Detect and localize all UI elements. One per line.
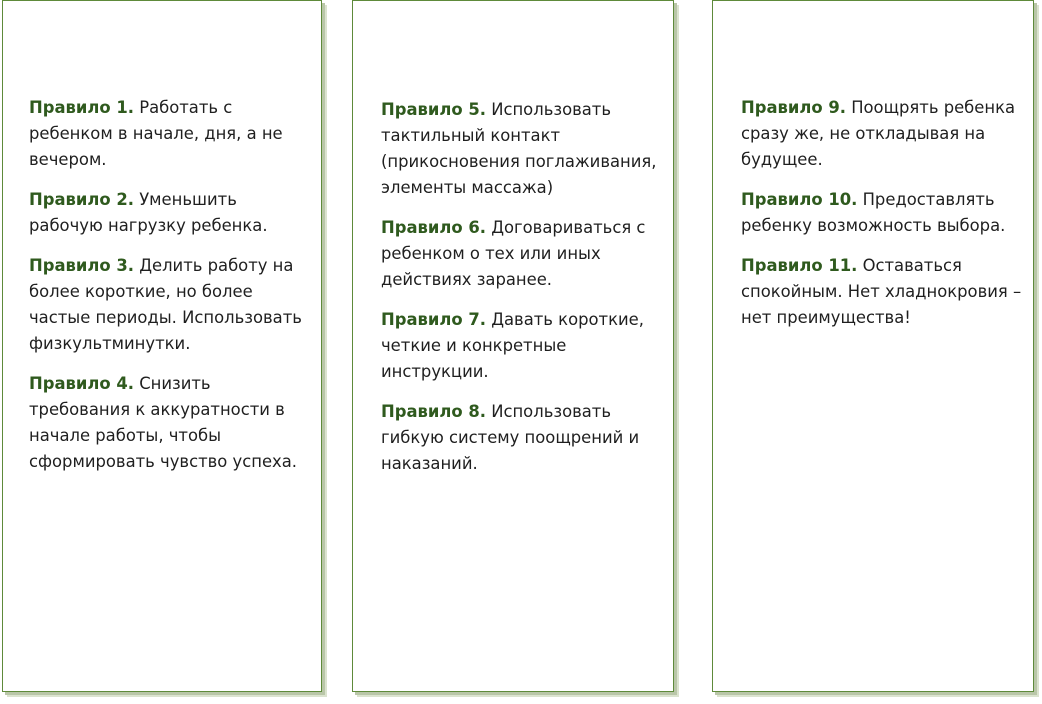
rule-item [29, 371, 315, 475]
rule-item [741, 253, 1027, 331]
rule-label: Правило 4. [29, 374, 134, 393]
rule-item [29, 95, 315, 173]
rules-panel-1 [2, 0, 322, 692]
rule-label: Правило 10. [741, 190, 858, 209]
rule-label: Правило 9. [741, 98, 846, 117]
rule-label: Правило 7. [381, 310, 486, 329]
rule-text: Снизить требования к аккуратности в начале работы, чтобы сформировать чувство успеха. [29, 374, 297, 471]
rule-text: Предоставлять ребенку возможность выбора. [741, 190, 1006, 235]
rule-text: Использовать тактильный контакт (прикосновения поглаживания, элементы массажа) [381, 100, 657, 197]
rules-panel-2 [352, 0, 674, 692]
rule-item [381, 215, 667, 293]
rules-list [29, 95, 315, 489]
rule-text: Договариваться с ребенком о тех или иных действиях заранее. [381, 218, 646, 289]
rule-text: Работать с ребенком в начале, дня, а не вечером. [29, 98, 283, 169]
rule-label: Правило 5. [381, 100, 486, 119]
rules-list [741, 95, 1027, 345]
rule-text: Давать короткие, четкие и конкретные инструкции. [381, 310, 644, 381]
rule-text: Использовать гибкую систему поощрений и наказаний. [381, 402, 640, 473]
rule-label: Правило 8. [381, 402, 486, 421]
rule-item [381, 307, 667, 385]
rule-text: Уменьшить рабочую нагрузку ребенка. [29, 190, 268, 235]
rule-label: Правило 1. [29, 98, 134, 117]
rules-panel-3 [712, 0, 1034, 692]
rule-text: Поощрять ребенка сразу же, не откладывая на будущее. [741, 98, 1016, 169]
rule-item [29, 187, 315, 239]
rule-item [381, 399, 667, 477]
rule-item [741, 187, 1027, 239]
rule-label: Правило 11. [741, 256, 858, 275]
rule-item [29, 253, 315, 357]
rule-text: Оставаться спокойным. Нет хладнокровия – нет преимущества! [741, 256, 1022, 327]
rule-item [381, 97, 667, 201]
rule-label: Правило 3. [29, 256, 134, 275]
rule-item [741, 95, 1027, 173]
rule-label: Правило 2. [29, 190, 134, 209]
rule-text: Делить работу на более короткие, но более частые периоды. Использовать физкультминутки. [29, 256, 302, 353]
rules-list [381, 97, 667, 491]
rule-label: Правило 6. [381, 218, 486, 237]
